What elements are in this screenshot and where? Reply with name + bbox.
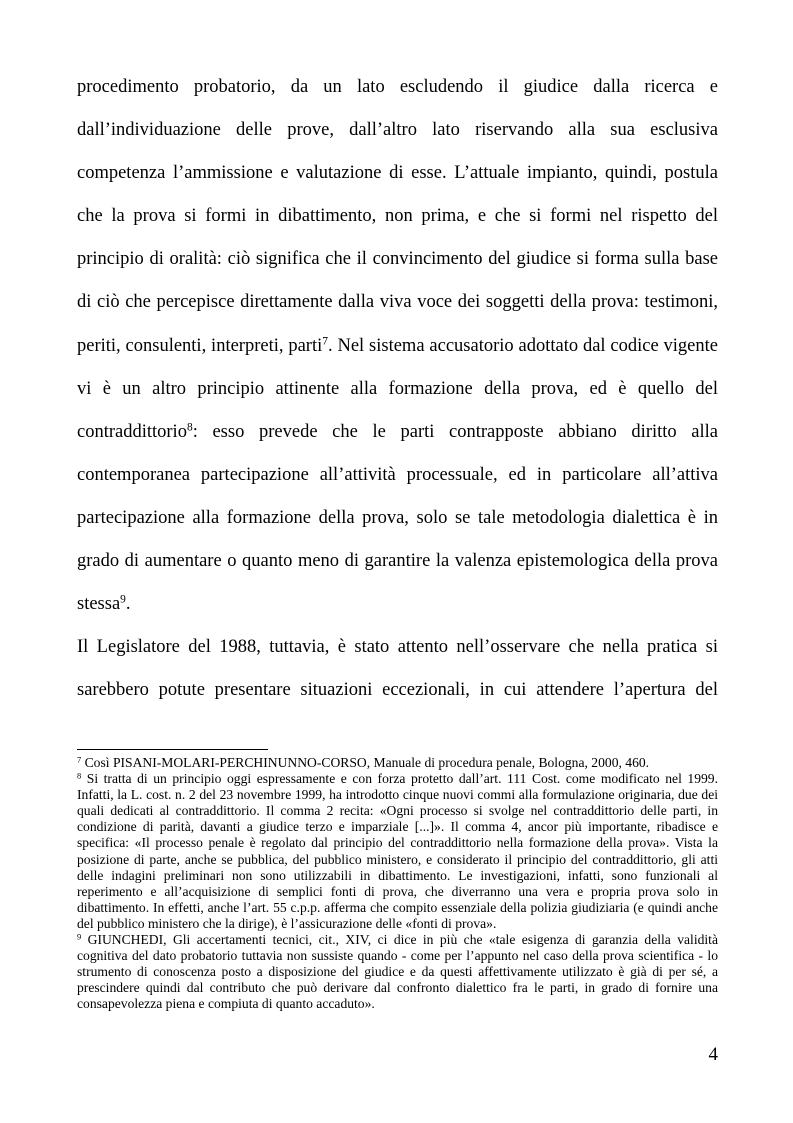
paragraph-1: procedimento probatorio, da un lato escludendo il giudice dalla ricerca e dall’individuazione delle prove, dall’altro lato riservando alla sua esclusiva competenza l’ammissione e valutazione di esse. L’attuale impianto, quindi, postula che la prova si formi in dibattimento, non prima, e che si formi nel rispetto del principio di oralità: ciò significa che il convincimento del giudice si forma sulla base di ciò che percepisce direttamente dalla viva voce dei soggetti della prova: testimoni, periti, consulenti, interpreti, parti$^7$. Nel sistema accusatorio adottato dal codice vigente vi è un altro principio attinente alla formazione della prova, ed è quello del contraddittorio$^8$: esso prevede che le parti contrapposte abbiano diritto alla contemporanea partecipazione all’attività processuale, ed in particolare all’attiva partecipazione alla formazione della prova, solo se tale metodologia dialettica è in grado di aumentare o quanto meno di garantire la valenza epistemologica della prova stessa$^9$. — [77, 77, 718, 615]
footnote-ref-8[interactable]: 8 — [186, 421, 193, 434]
footnote-ref-7[interactable]: 7 — [322, 335, 328, 348]
paragraph-2: Il Legislatore del 1988, tuttavia, è stato attento nell’osservare che nella pratica si sarebbero potute presentare situazioni eccezionali, in cui attendere l’apertura del — [77, 637, 718, 701]
footnote-9: $^9$ GIUNCHEDI, Gli accertamenti tecnici, cit., XIV, ci dice in più che «tale esigenza di garanzia della validità cognitiva del dato probatorio tuttavia non sussiste quando - come per l’appunto nel caso della prova scientifica - lo strumento di conoscenza posto a disposizione del giudice e da questi affettivamente utilizzato è già di per sé, a prescindere quindi dal contributo che può derivare dal confronto dialettico fra le parti, in grado di fornire una consapevolezza piena e compiuta di quanto accaduto». — [77, 931, 718, 1012]
footnote-separator — [77, 749, 268, 750]
footnote-8: $^8$ Si tratta di un principio oggi espressamente e con forza protetto dall’art. 111 Cost. come modificato nel 1999. Infatti, la L. cost. n. 2 del 23 novembre 1999, ha introdotto cinque nuovi commi alla formulazione originaria, due dei quali dedicati al contraddittorio. Il comma 2 recita: «Ogni processo si svolge nel contraddittorio delle parti, in condizione di parità, davanti a giudice terzo e imparziale [...]». Il comma 4, ancor più importante, ribadisce e specifica: «Il processo penale è regolato dal principio del contraddittorio nella formazione della prova». Vista la posizione di parte, anche se pubblica, del pubblico ministero, e considerato il principio del contraddittorio, gli atti delle indagini preliminari non sono utilizzabili in dibattimento. Le investigazioni, infatti, sono funzionali al reperimento e all’acquisizione di semplici fonti di prova, che diverranno una vera e propria prova solo in dibattimento. In effetti, anche l’art. 55 c.p.p. afferma che compito essenziale della polizia giudiziaria (e quindi anche del pubblico ministero che la dirige), è l’assicurazione delle «fonti di prova». — [77, 770, 718, 931]
page-number: 4 — [708, 1044, 718, 1065]
body-text — [77, 66, 718, 712]
footnote-ref-9[interactable]: 9 — [120, 593, 126, 606]
footnotes — [77, 755, 718, 1013]
footnote-7: $^7$ Così PISANI-MOLARI-PERCHINUNNO-CORSO, Manuale di procedura penale, Bologna, 2000, 460. — [77, 754, 650, 770]
